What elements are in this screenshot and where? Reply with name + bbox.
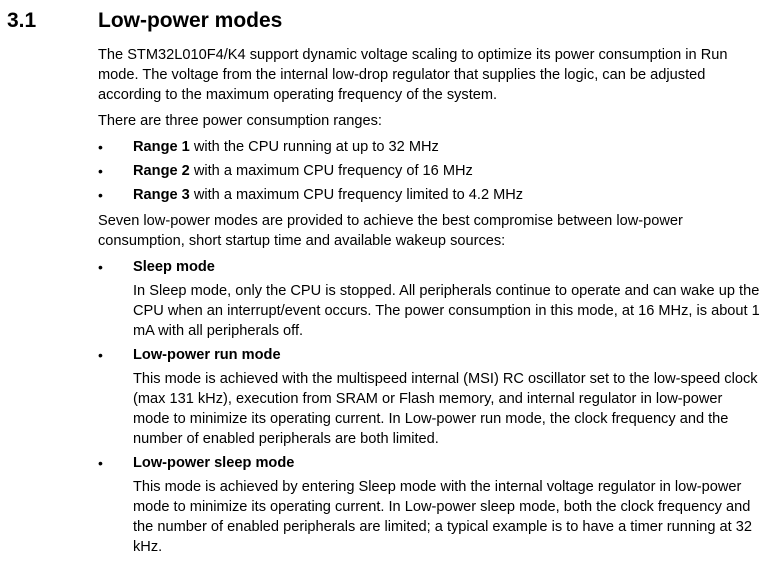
range-text: with the CPU running at up to 32 MHz: [189, 139, 439, 155]
ranges-list: [98, 137, 762, 205]
range-item: [98, 185, 762, 205]
bullet-icon: •: [98, 163, 103, 179]
bullet-icon: •: [98, 347, 103, 363]
intro-paragraph: The STM32L010F4/K4 support dynamic voltage scaling to optimize its power consumption in Run mode. The voltage from the internal low-drop regulator that supplies the logic, can be adjusted according to the maximum operating frequency of the system.: [98, 47, 728, 103]
mode-title: Low-power sleep mode: [133, 455, 295, 471]
mode-description: This mode is achieved with the multispeed internal (MSI) RC oscillator set to the low-speed clock (max 131 kHz), execution from SRAM or Flash memory, and internal regulator in low-power mode to minimize its operating current. In Low-power run mode, the clock frequency and the number of enabled peripherals are both limited.: [133, 371, 758, 447]
range-name: Range 3: [133, 187, 190, 203]
mode-item-low-power-run: [98, 345, 762, 449]
bullet-icon: •: [98, 187, 103, 203]
range-item: [98, 161, 762, 181]
section-body: [98, 45, 762, 561]
range-text: with a maximum CPU frequency limited to 4.2 MHz: [189, 187, 524, 203]
ranges-intro: There are three power consumption ranges:: [98, 113, 382, 129]
mode-description: This mode is achieved by entering Sleep mode with the internal voltage regulator in low-power mode to minimize its operating current. In Low-power sleep mode, both the clock frequency and the number of enabled peripherals are limited; a typical example is to have a timer running at 32 kHz.: [133, 479, 752, 555]
bullet-icon: •: [98, 139, 103, 155]
range-name: Range 2: [133, 163, 190, 179]
mode-item-sleep: [98, 257, 762, 341]
mode-description: In Sleep mode, only the CPU is stopped. All peripherals continue to operate and can wake up the CPU when an interrupt/event occurs. The power consumption in this mode, at 16 MHz, is about 1 mA with all peripherals off.: [133, 283, 760, 339]
section-number: 3.1: [7, 9, 37, 32]
range-item: [98, 137, 762, 157]
range-text: with a maximum CPU frequency of 16 MHz: [189, 163, 473, 179]
mode-title: Sleep mode: [133, 259, 215, 275]
mode-title: Low-power run mode: [133, 347, 281, 363]
section-heading: [0, 6, 768, 36]
bullet-icon: •: [98, 455, 103, 471]
section-title: Low-power modes: [98, 9, 283, 32]
mode-item-low-power-sleep: [98, 453, 762, 557]
range-name: Range 1: [133, 139, 190, 155]
modes-intro: Seven low-power modes are provided to achieve the best compromise between low-power consumption, short startup time and available wakeup sources:: [98, 213, 683, 249]
bullet-icon: •: [98, 259, 103, 275]
